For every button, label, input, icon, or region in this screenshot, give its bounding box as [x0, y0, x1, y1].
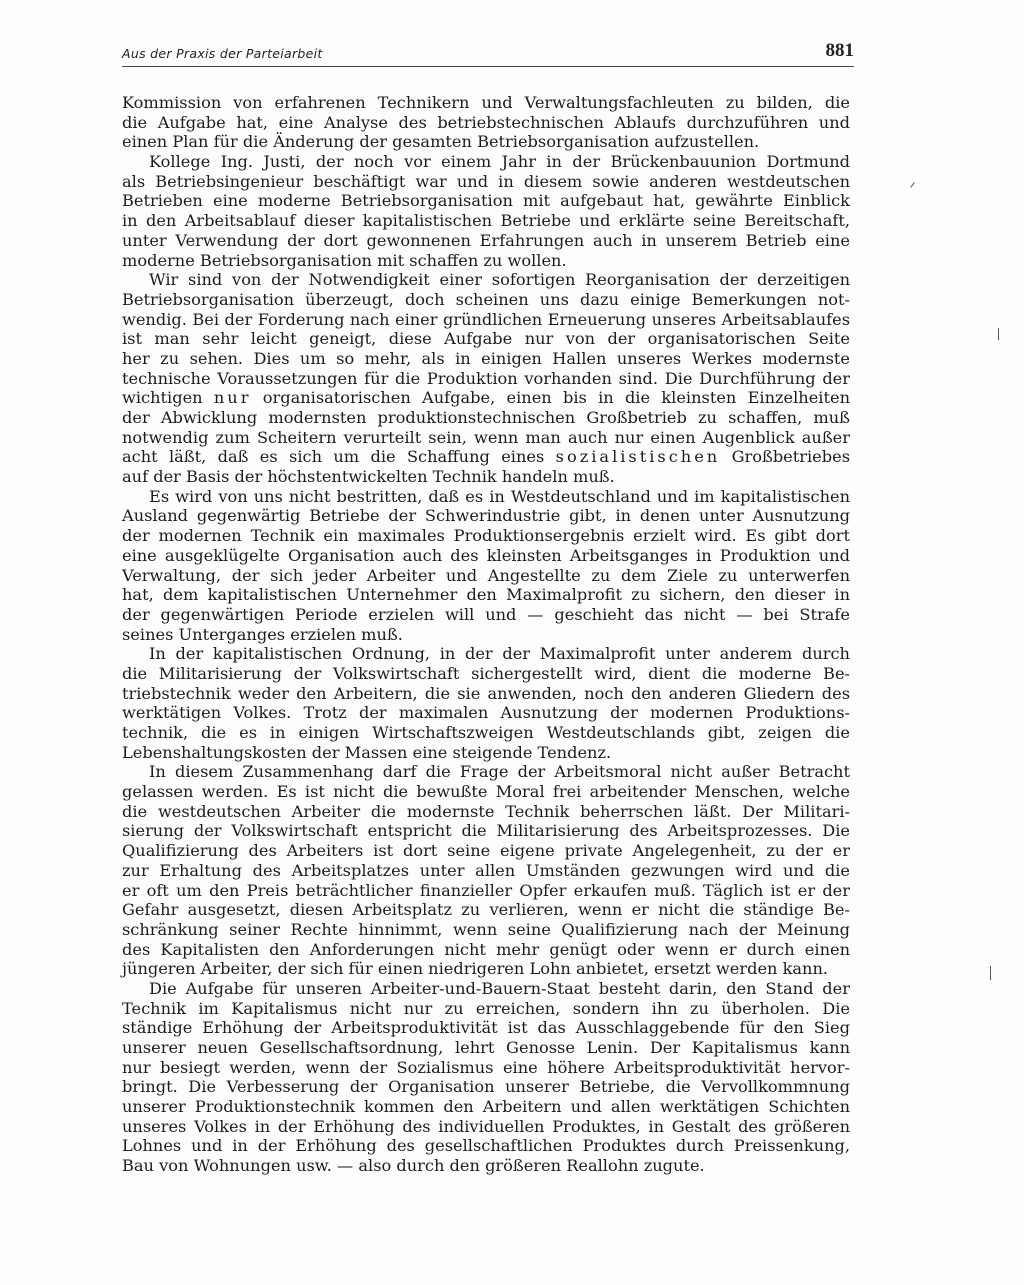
- text-line: unserer Produktionstechnik kommen den Arbeitern und allen werktätigen Schichten: [122, 1097, 850, 1117]
- text-line: moderne Betriebsorganisation mit schaffen zu wollen.: [122, 250, 567, 270]
- text-line: unseres Volkes in der Erhöhung des individuellen Produktes, in Gestalt des größeren: [122, 1116, 850, 1136]
- text-line: Bau von Wohnungen usw. — also durch den größeren Reallohn zugute.: [122, 1156, 705, 1176]
- text-line: triebstechnik weder den Arbeitern, die sie anwenden, noch den anderen Gliedern des: [122, 683, 850, 703]
- text-line: wendig. Bei der Forderung nach einer gründlichen Erneuerung unseres Arbeitsablaufes: [122, 309, 850, 329]
- body-text: [122, 93, 850, 1176]
- margin-mark: [990, 966, 991, 980]
- text-line: auf der Basis der höchstentwickelten Technik handeln muß.: [122, 467, 615, 487]
- emphasized-word: nur: [213, 388, 252, 408]
- text-line: Gefahr ausgesetzt, diesen Arbeitsplatz zu verlieren, wenn er nicht die ständige Be-: [122, 900, 850, 920]
- emphasized-word: sozialistischen: [555, 447, 721, 467]
- text-line: her zu sehen. Dies um so mehr, als in einigen Hallen unseres Werkes modernste: [122, 348, 850, 368]
- text-segment: Großbetriebes: [731, 447, 851, 467]
- text-line: Ausland gegenwärtig Betriebe der Schwerindustrie gibt, in denen unter Ausnutzung: [122, 506, 850, 526]
- text-line: technische Voraussetzungen für die Produktion vorhanden sind. Die Durchführung der: [122, 368, 850, 388]
- text-line: ständige Erhöhung der Arbeitsproduktivität ist das Ausschlaggebende für den Sieg: [122, 1018, 850, 1038]
- text-line: [122, 388, 850, 408]
- text-line: [122, 447, 850, 467]
- text-line: sierung der Volkswirtschaft entspricht die Militarisierung des Arbeitsprozesses. Die: [122, 821, 850, 841]
- text-line: jüngeren Arbeiter, der sich für einen niedrigeren Lohn anbietet, ersetzt werden kann.: [122, 959, 829, 979]
- text-line: die Aufgabe hat, eine Analyse des betriebstechnischen Ablaufs durchzuführen und: [122, 112, 850, 132]
- page-header: [122, 40, 854, 68]
- text-line: hat, dem kapitalistischen Unternehmer den Maximalprofit zu sichern, den dieser in: [122, 585, 850, 605]
- margin-mark: [998, 328, 999, 340]
- text-line: unter Verwendung der dort gewonnenen Erfahrungen auch in unserem Betrieb eine: [122, 230, 850, 250]
- text-line: der modernen Technik ein maximales Produktionsergebnis erzielt wird. Es gibt dort: [122, 526, 850, 546]
- text-line: Kollege Ing. Justi, der noch vor einem Jahr in der Brückenbauunion Dortmund: [149, 152, 850, 172]
- text-line: notwendig zum Scheitern verurteilt sein, wenn man auch nur einen Augenblick außer: [122, 427, 850, 447]
- text-line: die Militarisierung der Volkswirtschaft sichergestellt wird, dient die moderne Be-: [122, 663, 850, 683]
- text-line: Wir sind von der Notwendigkeit einer sofortigen Reorganisation der derzeitigen: [149, 270, 850, 290]
- text-line: der gegenwärtigen Periode erzielen will und — geschieht das nicht — bei Strafe: [122, 604, 850, 624]
- text-line: werktätigen Volkes. Trotz der maximalen Ausnutzung der modernen Produktions-: [122, 703, 850, 723]
- text-line: des Kapitalisten den Anforderungen nicht mehr genügt oder wenn er durch einen: [122, 939, 850, 959]
- text-line: Verwaltung, der sich jeder Arbeiter und Angestellte zu dem Ziele zu unterwerfen: [122, 565, 850, 585]
- text-line: Lohnes und in der Erhöhung des gesellschaftlichen Produktes durch Preissenkung,: [122, 1136, 850, 1156]
- text-line: Die Aufgabe für unseren Arbeiter-und-Bauern-Staat besteht darin, den Stand der: [149, 978, 850, 998]
- text-line: er oft um den Preis beträchtlicher finanzieller Opfer erkaufen muß. Täglich ist er der: [122, 880, 850, 900]
- text-segment: acht läßt, daß es sich um die Schaffung eines: [122, 447, 545, 467]
- text-line: zur Erhaltung des Arbeitsplatzes unter allen Umständen gezwungen wird und die: [122, 860, 850, 880]
- text-line: eine ausgeklügelte Organisation auch des kleinsten Arbeitsganges in Produktion und: [122, 545, 850, 565]
- page-number: 881: [825, 40, 854, 61]
- text-line: technik, die es in einigen Wirtschaftszweigen Westdeutschlands gibt, zeigen die: [122, 723, 850, 742]
- text-line: der Abwicklung modernsten produktionstechnischen Großbetrieb zu schaffen, muß: [122, 408, 850, 427]
- text-line: seines Unterganges erzielen muß.: [122, 624, 403, 644]
- text-line: die westdeutschen Arbeiter die modernste Technik beherrschen läßt. Der Militari-: [122, 801, 850, 821]
- header-rule: [122, 66, 854, 67]
- text-segment: organisatorischen Aufgabe, einen bis in die kleinsten Einzelheiten: [262, 388, 850, 408]
- text-line: In der kapitalistischen Ordnung, in der der Maximalprofit unter anderem durch: [149, 644, 850, 664]
- text-line: einen Plan für die Änderung der gesamten Betriebsorganisation aufzustellen.: [122, 132, 760, 152]
- text-line: in den Arbeitsablauf dieser kapitalistischen Betriebe und erklärte seine Bereitschaft,: [122, 211, 850, 231]
- text-line: ist man sehr leicht geneigt, diese Aufgabe nur von der organisatorischen Seite: [122, 329, 850, 349]
- text-line: Betrieben eine moderne Betriebsorganisation mit aufgebaut hat, gewährte Einblick: [122, 191, 850, 211]
- text-line: Betriebsorganisation überzeugt, doch scheinen uns dazu einige Bemerkungen not-: [122, 289, 850, 309]
- text-line: In diesem Zusammenhang darf die Frage der Arbeitsmoral nicht außer Betracht: [149, 762, 850, 782]
- running-head: Aus der Praxis der Parteiarbeit: [122, 46, 323, 61]
- margin-mark: [910, 182, 914, 187]
- text-line: Technik im Kapitalismus nicht nur zu erreichen, sondern ihn zu überholen. Die: [122, 998, 850, 1018]
- text-line: gelassen werden. Es ist nicht die bewußte Moral frei arbeitender Menschen, welche: [122, 782, 850, 802]
- text-line: als Betriebsingenieur beschäftigt war und in diesem sowie anderen westdeutschen: [122, 171, 850, 191]
- text-line: Lebenshaltungskosten der Massen eine steigende Tendenz.: [122, 742, 612, 762]
- text-line: Qualifizierung des Arbeiters ist dort seine eigene private Angelegenheit, zu der er: [122, 841, 850, 861]
- text-line: Es wird von uns nicht bestritten, daß es in Westdeutschland und im kapitalistischen: [149, 486, 850, 506]
- text-line: nur besiegt werden, wenn der Sozialismus eine höhere Arbeitsproduktivität hervor-: [122, 1057, 850, 1077]
- text-segment: wichtigen: [122, 388, 203, 408]
- text-line: schränkung seiner Rechte hinnimmt, wenn seine Qualifizierung nach der Meinung: [122, 919, 850, 939]
- text-line: Kommission von erfahrenen Technikern und Verwaltungsfachleuten zu bilden, die: [122, 93, 850, 112]
- text-line: unserer neuen Gesellschaftsordnung, lehrt Genosse Lenin. Der Kapitalismus kann: [122, 1038, 850, 1057]
- text-line: bringt. Die Verbesserung der Organisation unserer Betriebe, die Vervollkommnung: [122, 1077, 850, 1097]
